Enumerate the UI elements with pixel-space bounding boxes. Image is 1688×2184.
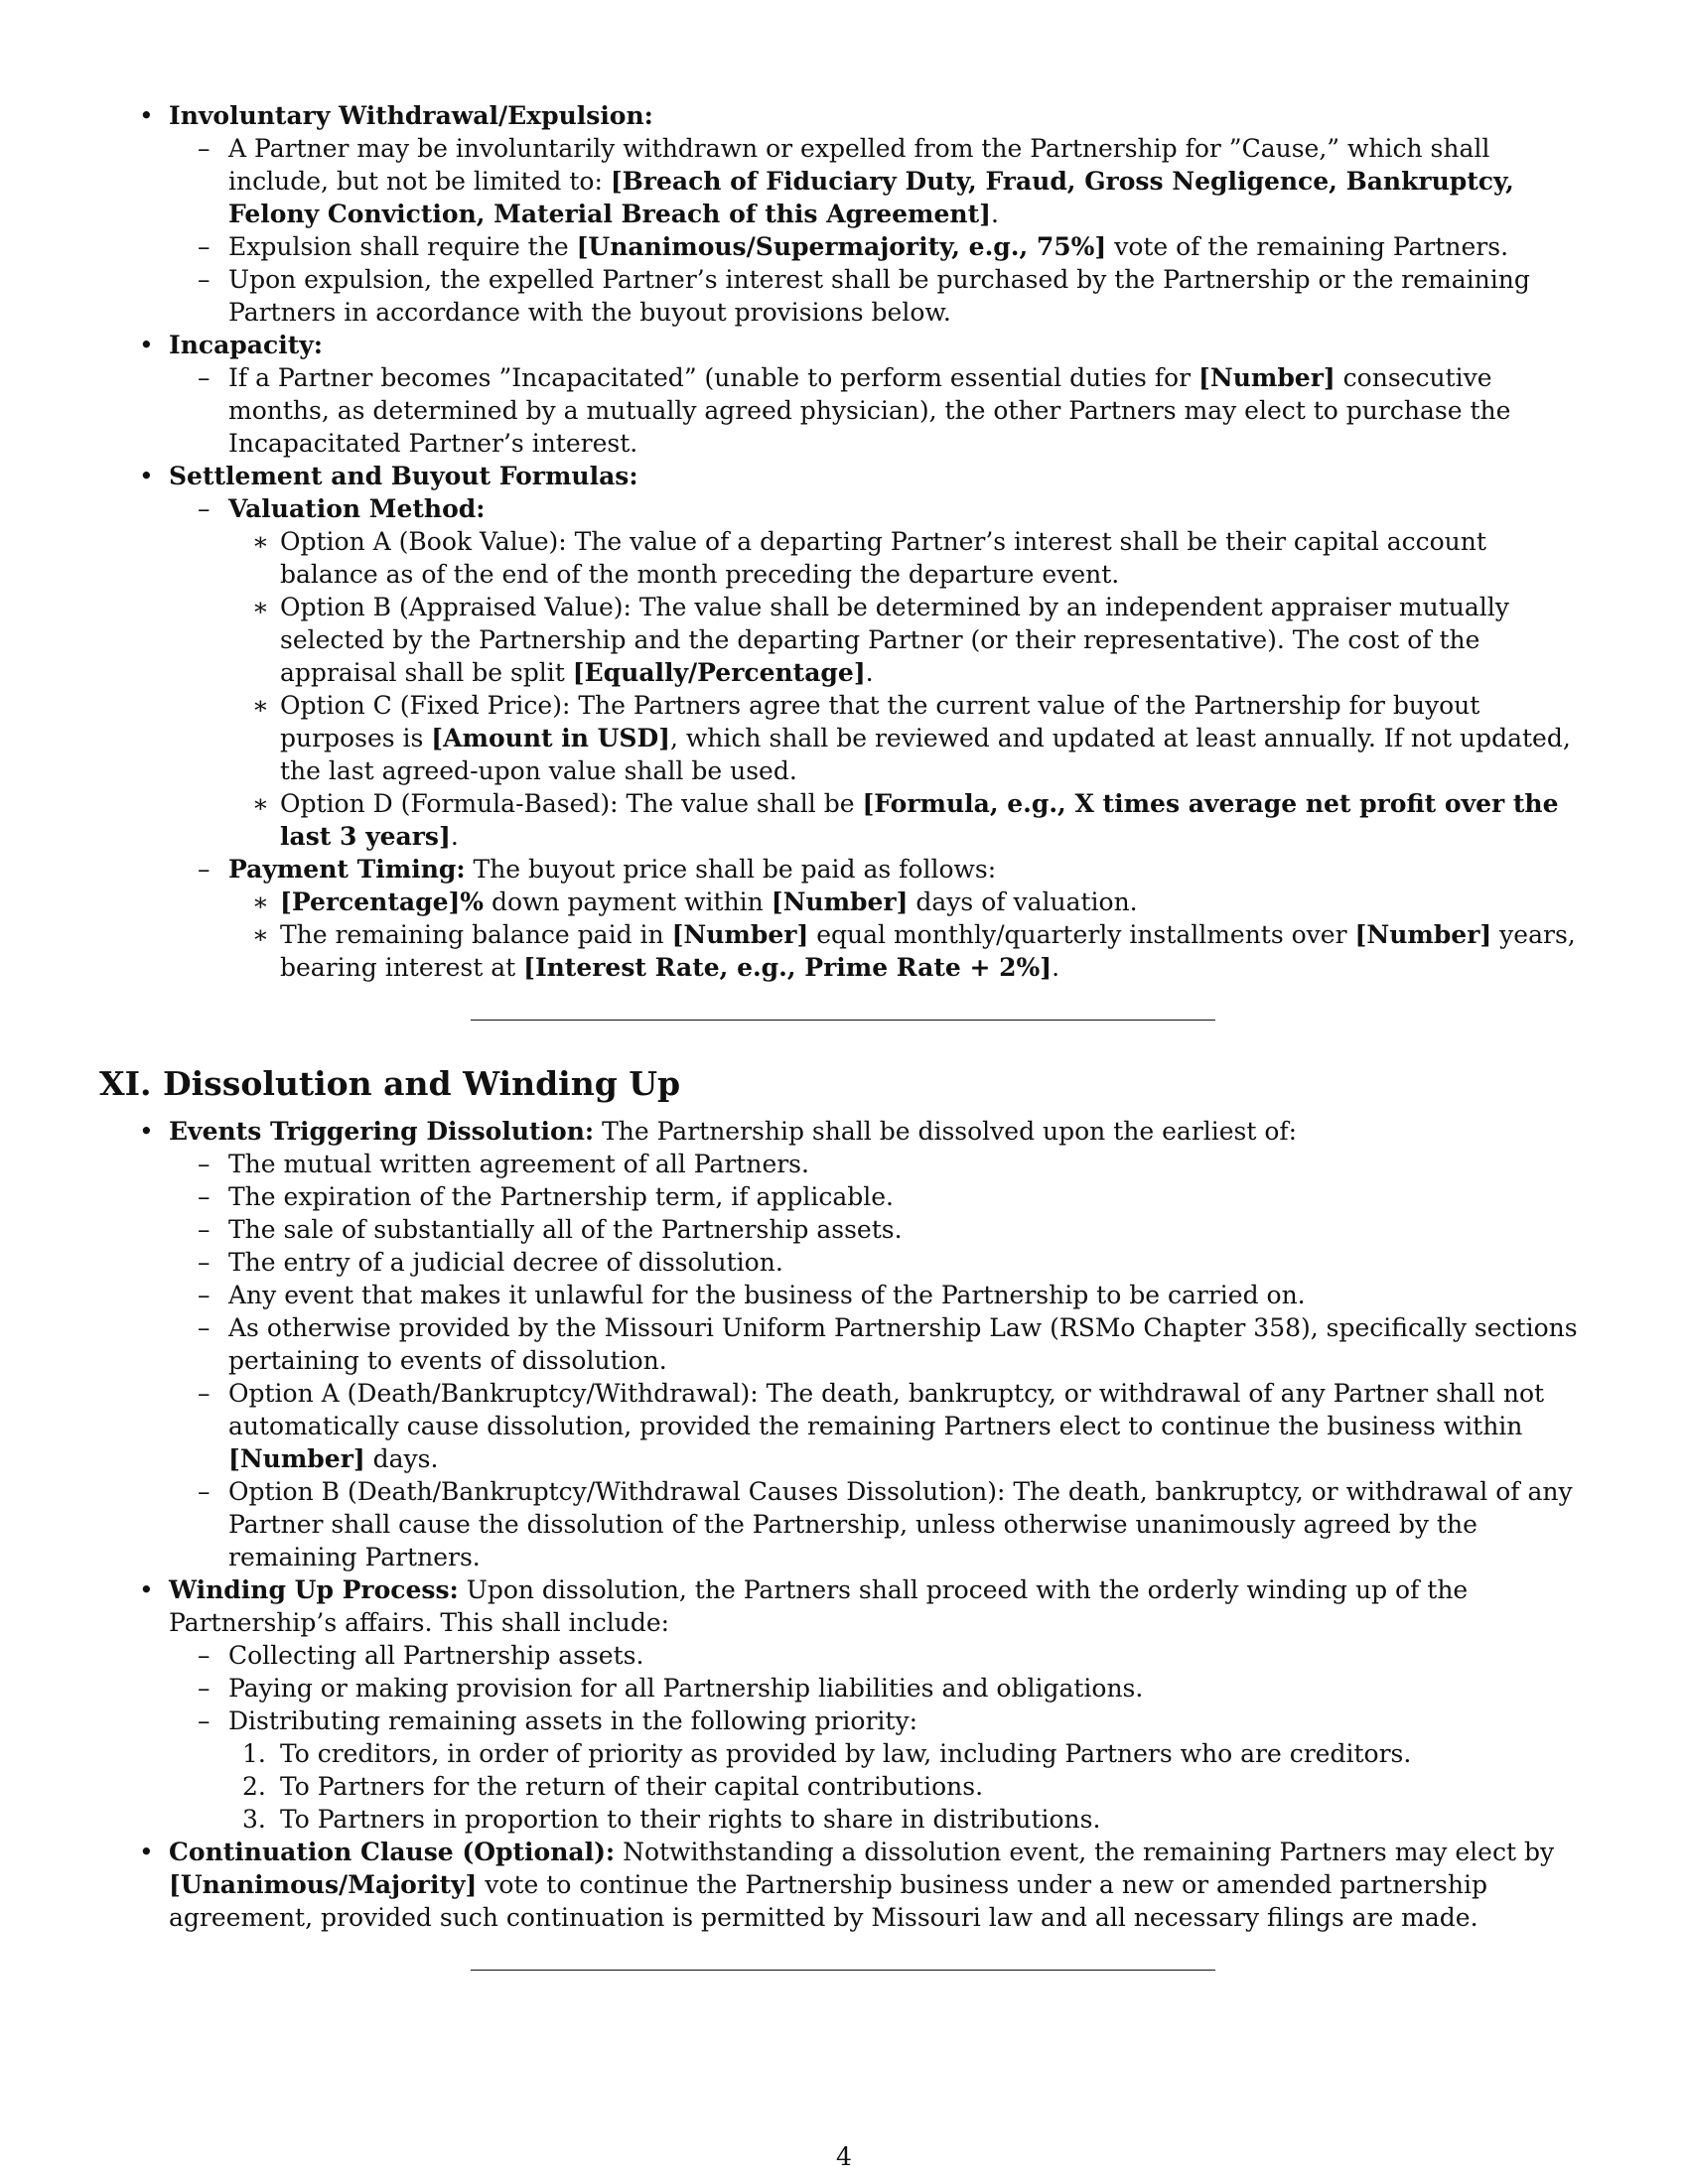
list-item: 1. To creditors, in order of priority as provided by law, including Partners who are creditors. bbox=[242, 1739, 1412, 1768]
list-item: ∗ The remaining balance paid in [Number] equal monthly/quarterly installments over [Number] years, bearing interest at [Interest Rate, e.g., Prime Rate + 2%]. bbox=[280, 918, 1587, 984]
list-item: – A Partner may be involuntarily withdrawn or expelled from the Partnership for ”Cause,” which shall include, but not be limited to: [Breach of Fiduciary Duty, Fraud, Gross Negligence, Bankruptcy, Felony Conviction, Material Breach of this Agreement]. bbox=[228, 132, 1587, 230]
list-item: – If a Partner becomes ”Incapacitated” (unable to perform essential duties for [Number] consecutive months, as determined by a mutually agreed physician), the other Partners may elect to purchase the Incapacitated Partner’s interest. bbox=[228, 361, 1587, 460]
list-item: – Paying or making provision for all Partnership liabilities and obligations. bbox=[228, 1672, 1587, 1705]
list-item: – Upon expulsion, the expelled Partner’s interest shall be purchased by the Partnership or the remaining Partners in accordance with the buyout provisions below. bbox=[228, 263, 1587, 329]
section-heading: XI. Dissolution and Winding Up bbox=[99, 1064, 681, 1103]
list-item-continuation: • Continuation Clause (Optional): Notwithstanding a dissolution event, the remaining Partners may elect by [Unanimous/Majority] vote to continue the Partnership business under a new or amended partnership agreement, provided such continuation is permitted by Missouri law and all necessary filings are made. bbox=[169, 1836, 1587, 1934]
list-item-expulsion bbox=[169, 99, 1587, 329]
list-item: – The sale of substantially all of the Partnership assets. bbox=[228, 1213, 1587, 1246]
list-item: ∗ [Percentage]% down payment within [Number] days of valuation. bbox=[280, 886, 1587, 918]
list-item: – Distributing remaining assets in the following priority: 1. To creditors, in order of priority as provided by law, including Partners who are creditors. 2. To Partners for the return of their capital contributions. 3. To Partners in proportion to their rights to share in distributions. bbox=[228, 1705, 1587, 1836]
list-item: ∗ Option D (Formula-Based): The value shall be [Formula, e.g., X times average net profit over the last 3 years]. bbox=[280, 787, 1587, 853]
item-title: Continuation Clause (Optional): bbox=[169, 1838, 616, 1866]
item-title: Incapacity: bbox=[169, 331, 323, 359]
list-item: – As otherwise provided by the Missouri Uniform Partnership Law (RSMo Chapter 358), specifically sections pertaining to events of dissolution. bbox=[228, 1311, 1587, 1377]
buyout-provisions-list bbox=[99, 99, 1587, 984]
list-item: – The expiration of the Partnership term, if applicable. bbox=[228, 1180, 1587, 1213]
list-item: – Expulsion shall require the [Unanimous/Supermajority, e.g., 75%] vote of the remaining Partners. bbox=[228, 230, 1587, 263]
list-item: ∗ Option B (Appraised Value): The value shall be determined by an independent appraiser mutually selected by the Partnership and the departing Partner (or their representative). The cost of the appraisal shall be split [Equally/Percentage]. bbox=[280, 591, 1587, 689]
list-item: – The entry of a judicial decree of dissolution. bbox=[228, 1246, 1587, 1279]
list-item-winding-up: • Winding Up Process: Upon dissolution, the Partners shall proceed with the orderly winding up of the Partnership’s affairs. This shall include: – Collecting all Partnership assets. – Paying or making provision for all Partnership liabilities and obligations. – Distributing remaining assets in the following priority: 1. To creditors, in order of priority as provided by law, including Partners who are creditors. 2. To Partners for the return of their capital contributions. 3. To Partners in proportion to their rights to share in distributions. bbox=[169, 1573, 1587, 1836]
list-item-incapacity bbox=[169, 329, 1587, 460]
list-item-settlement bbox=[169, 460, 1587, 984]
item-title: Involuntary Withdrawal/Expulsion: bbox=[169, 101, 653, 130]
item-title: Settlement and Buyout Formulas: bbox=[169, 462, 638, 490]
list-item: ∗ Option C (Fixed Price): The Partners agree that the current value of the Partnership for buyout purposes is [Amount in USD], which shall be reviewed and updated at least annually. If not updated, the last agreed-upon value shall be used. bbox=[280, 689, 1587, 787]
item-title: Events Triggering Dissolution: bbox=[169, 1117, 595, 1146]
item-title: Winding Up Process: bbox=[169, 1575, 459, 1604]
list-item: – The mutual written agreement of all Partners. bbox=[228, 1148, 1587, 1180]
list-item: – Any event that makes it unlawful for the business of the Partnership to be carried on. bbox=[228, 1279, 1587, 1311]
list-item-valuation: – Valuation Method: ∗ Option A (Book Value): The value of a departing Partner’s interest shall be their capital account balance as of the end of the month preceding the departure event. ∗ Option B (Appraised Value): The value shall be determined by an independent appraiser mutually selected by the Partnership and the departing Partner (or their representative). The cost of the appraisal shall be split [Equally/Percentage]. ∗ Option C (Fixed Price): The Partners agree that the current value of the Partnership for buyout purposes is [Amount in USD], which shall be reviewed and updated at least annually. If not updated, the last agreed-upon value shall be used. ∗ Option D (Formula-Based): The value shall be [Formula, e.g., X times average net profit over the last 3 years]. bbox=[228, 492, 1587, 853]
dissolution-list bbox=[99, 1115, 1587, 1934]
list-item: – Collecting all Partnership assets. bbox=[228, 1639, 1587, 1672]
horizontal-rule bbox=[471, 1020, 1215, 1021]
list-item: 3. To Partners in proportion to their rights to share in distributions. bbox=[242, 1805, 1101, 1834]
list-item: – Option B (Death/Bankruptcy/Withdrawal Causes Dissolution): The death, bankruptcy, or withdrawal of any Partner shall cause the dissolution of the Partnership, unless otherwise unanimously agreed by the remaining Partners. bbox=[228, 1475, 1587, 1573]
horizontal-rule bbox=[471, 1970, 1215, 1971]
list-item: 2. To Partners for the return of their capital contributions. bbox=[242, 1772, 984, 1801]
list-item: – Option A (Death/Bankruptcy/Withdrawal): The death, bankruptcy, or withdrawal of any Partner shall not automatically cause dissolution, provided the remaining Partners elect to continue the business within [Number] days. bbox=[228, 1377, 1587, 1475]
document-page bbox=[99, 99, 1587, 1971]
page-number: 4 bbox=[836, 2142, 852, 2171]
list-item-payment-timing: – Payment Timing: The buyout price shall be paid as follows: ∗ [Percentage]% down payment within [Number] days of valuation. ∗ The remaining balance paid in [Number] equal monthly/quarterly installments over [Number] years, bearing interest at [Interest Rate, e.g., Prime Rate + 2%]. bbox=[228, 853, 1587, 984]
list-item: ∗ Option A (Book Value): The value of a departing Partner’s interest shall be their capital account balance as of the end of the month preceding the departure event. bbox=[280, 525, 1587, 591]
list-item-events: • Events Triggering Dissolution: The Partnership shall be dissolved upon the earliest of: – The mutual written agreement of all Partners. – The expiration of the Partnership term, if applicable. – The sale of substantially all of the Partnership assets. – The entry of a judicial decree of dissolution. – Any event that makes it unlawful for the business of the Partnership to be carried on. – As otherwise provided by the Missouri Uniform Partnership Law (RSMo Chapter 358), specifically sections pertaining to events of dissolution. – Option A (Death/Bankruptcy/Withdrawal): The death, bankruptcy, or withdrawal of any Partner shall not automatically cause dissolution, provided the remaining Partners elect to continue the business within [Number] days. – Option B (Death/Bankruptcy/Withdrawal Causes Dissolution): The death, bankruptcy, or withdrawal of any Partner shall cause the dissolution of the Partnership, unless otherwise unanimously agreed by the remaining Partners. bbox=[169, 1115, 1587, 1573]
